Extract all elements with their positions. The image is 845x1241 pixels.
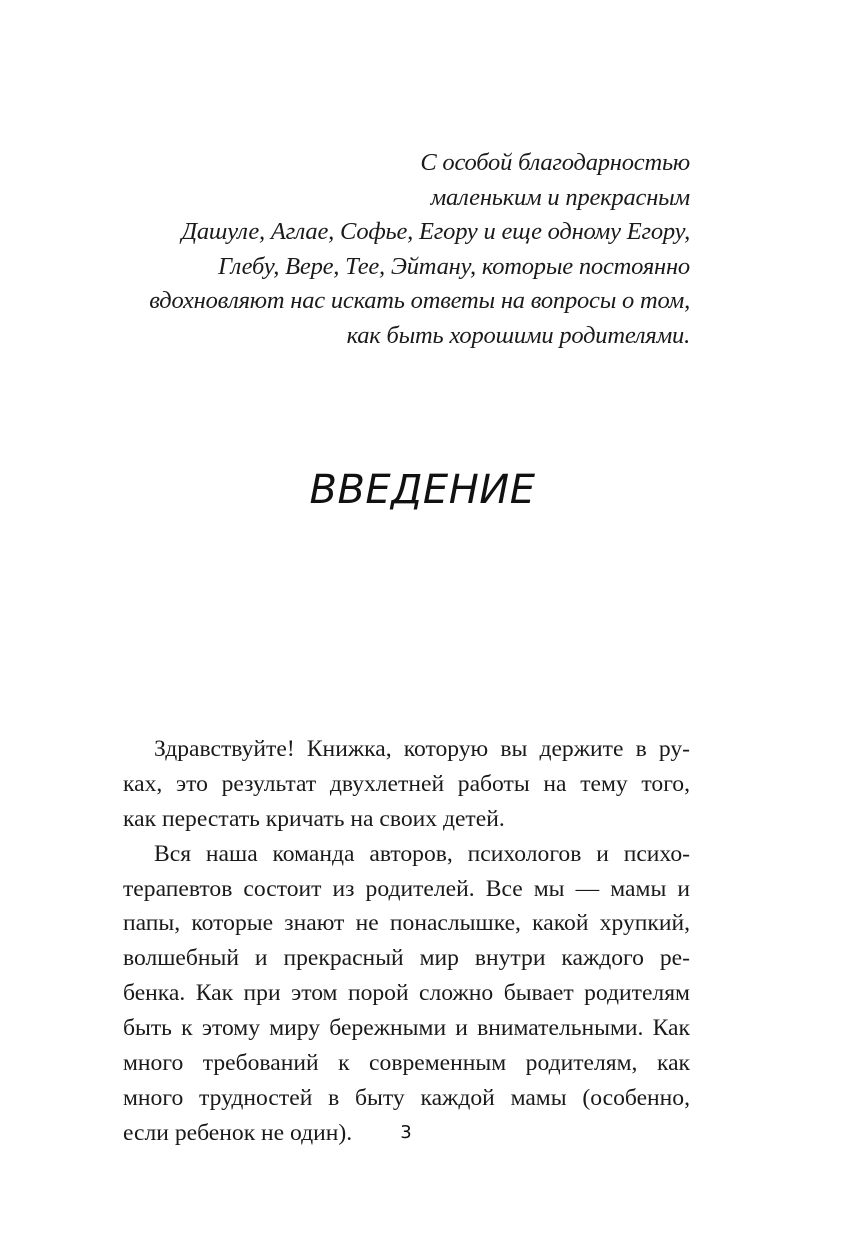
dedication-line: вдохновляют нас искать ответы на вопросы о том,	[149, 287, 690, 315]
dedication-line: С особой благодарностью	[420, 149, 690, 176]
text-line: бенка. Как при этом порой сложно бывает родителям	[123, 980, 690, 1007]
text-line: волшебный и прекрасный мир внутри каждого ре-	[123, 945, 690, 972]
text-line: Здравствуйте! Книжка, которую вы держите в ру-	[154, 736, 690, 762]
dedication-line: маленьким и прекрасным	[430, 183, 690, 211]
text-line: терапевтов состоит из родителей. Все мы — мамы и	[123, 875, 690, 902]
text-line: много требований к современным родителям, как	[123, 1050, 690, 1077]
chapter-title: ВВЕДЕНИЕ	[309, 467, 536, 513]
paragraph-team	[123, 837, 690, 1151]
text-line: много трудностей в быту каждой мамы (особенно,	[123, 1084, 690, 1111]
dedication-line: Глебу, Вере, Тее, Эйтану, которые постоянно	[218, 252, 690, 280]
text-line: папы, которые знают не понаслышке, какой хрупкий,	[123, 910, 690, 937]
text-line: если ребенок не один).	[123, 1119, 353, 1146]
page-number: 3	[400, 1122, 412, 1143]
text-line: быть к этому миру бережными и внимательными. Как	[123, 1015, 690, 1042]
dedication-line: Дашуле, Аглае, Софье, Егору и еще одному Егору,	[181, 218, 690, 246]
text-line: как перестать кричать на своих детей.	[123, 805, 505, 832]
paragraph-greeting	[123, 732, 690, 837]
dedication	[90, 146, 690, 354]
dedication-line: как быть хорошими родителями.	[346, 321, 690, 349]
body-text	[123, 732, 690, 1151]
text-line: ках, это результат двухлетней работы на тему того,	[123, 770, 690, 797]
text-line: Вся наша команда авторов, психологов и психо-	[154, 840, 690, 867]
